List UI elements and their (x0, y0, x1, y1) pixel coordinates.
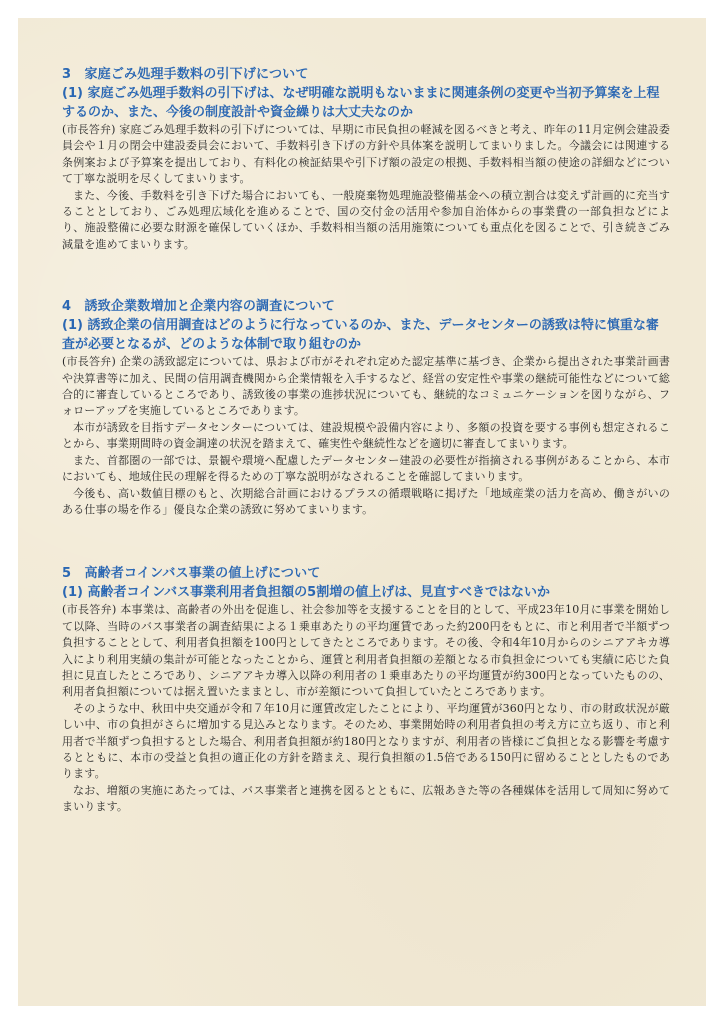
answer-paragraph: (市長答弁) 家庭ごみ処理手数料の引下げについては、早期に市民負担の軽減を図るべきと考え、昨年の11月定例会建設委員会や１月の閉会中建設委員会において、手数料引き下げの方針や具体案を説明してまいりました。今議会には関連する条例案および予算案を提出しており、有料化の検証結果や引下げ額の設定の根拠、手数料相当額の使途の詳細などについて丁寧な説明を尽くしてまいります。 (62, 123, 670, 186)
answer-paragraph: (市長答弁) 本事業は、高齢者の外出を促進し、社会参加等を支援することを目的として、平成23年10月に事業を開始して以降、当時のバス事業者の調査結果による１乗車あたりの平均運賃であった約200円をもとに、市と利用者で半額ずつ負担することとして、利用者負担額を100円としてきたところであります。その後、令和4年10月からのシニアアキカ導入により利用実績の集計が可能となったことから、運賃と利用者負担額の差額となる市負担金についても実績に応じた負担に見直したところであり、シニアアキカ導入以降の利用者の１乗車あたりの平均運賃が約300円となっていたものの、利用者負担額については据え置いたままとし、市が差額について負担していたところであります。 (62, 603, 670, 699)
document-content (62, 65, 670, 816)
answer-paragraph: そのような中、秋田中央交通が令和７年10月に運賃改定したことにより、平均運賃が360円となり、市の財政状況が厳しい中、市の負担がさらに増加する見込みとなります。そのため、事業開始時の利用者負担の考え方に立ち返り、市と利用者で半額ずつ負担するとした場合、利用者負担額が約180円となりますが、利用者の皆様にご負担となる影響を考慮するとともに、本市の受益と負担の適正化の方針を踏まえ、現行負担額の1.5倍である150円に留めることとしたものであります。 (62, 701, 670, 781)
answer-paragraph: 本市が誘致を目指すデータセンターについては、建設規模や設備内容により、多額の投資を要する事例も想定されることから、事業期間時の資金調達の状況を踏まえて、確実性や継続性などを適切に審査してまいります。 (62, 420, 670, 451)
section-coin-bus (62, 564, 670, 815)
section-corporate-attraction (62, 297, 670, 518)
answer-paragraph: また、今後、手数料を引き下げた場合においても、一般廃棄物処理施設整備基金への積立割合は変えず計画的に充当することとしており、ごみ処理広域化を進めることで、国の交付金の活用や参加自治体からの事業費の一部負担などにより、施設整備に必要な財源を確保していくほか、手数料相当額の活用施策についても重点化を図ることで、引き続きごみ減量を進めてまいります。 (62, 188, 670, 251)
section-title: 4 誘致企業数増加と企業内容の調査について (62, 299, 335, 315)
section-title: 5 高齢者コインバス事業の値上げについて (62, 566, 321, 582)
answer-paragraph: 今後も、高い数値目標のもと、次期総合計画におけるプラスの循環戦略に掲げた「地域産業の活力を高め、働きがいのある仕事の場を作る」優良な企業の誘致に努めてまいります。 (62, 486, 670, 516)
section-title: 3 家庭ごみ処理手数料の引下げについて (62, 67, 309, 82)
document-page (18, 18, 706, 1006)
answer-paragraph: なお、増額の実施にあたっては、バス事業者と連携を図るとともに、広報あきた等の各種媒体を活用して周知に努めてまいります。 (62, 783, 670, 814)
section-question: (1) 高齢者コインバス事業利用者負担額の5割増の値上げは、見直すべきではないか (62, 585, 550, 601)
answer-paragraph: (市長答弁) 企業の誘致認定については、県および市がそれぞれ定めた認定基準に基づき、企業から提出された事業計画書や決算書等に加え、民間の信用調査機関から企業情報を入手するなど、経営の安定性や事業の継続可能性などについて総合的に審査しているところであり、誘致後の事業の進捗状況についても、継続的なコミュニケーションを図りながら、フォローアップを実施しているところであります。 (62, 355, 670, 418)
section-question: (1) 家庭ごみ処理手数料の引下げは、なぜ明確な説明もないままに関連条例の変更や当初予算案を上程するのか、また、今後の制度設計や資金繰りは大丈夫なのか (62, 86, 660, 120)
section-garbage-fee (62, 65, 670, 253)
section-question: (1) 誘致企業の信用調査はどのように行なっているのか、また、データセンターの誘致は特に慎重な審査が必要となるが、どのような体制で取り組むのか (62, 318, 659, 353)
answer-paragraph: また、首都圏の一部では、景観や環境へ配慮したデータセンター建設の必要性が指摘される事例があることから、本市においても、地域住民の理解を得るための丁寧な説明がなされることを確認してまいります。 (62, 453, 670, 484)
